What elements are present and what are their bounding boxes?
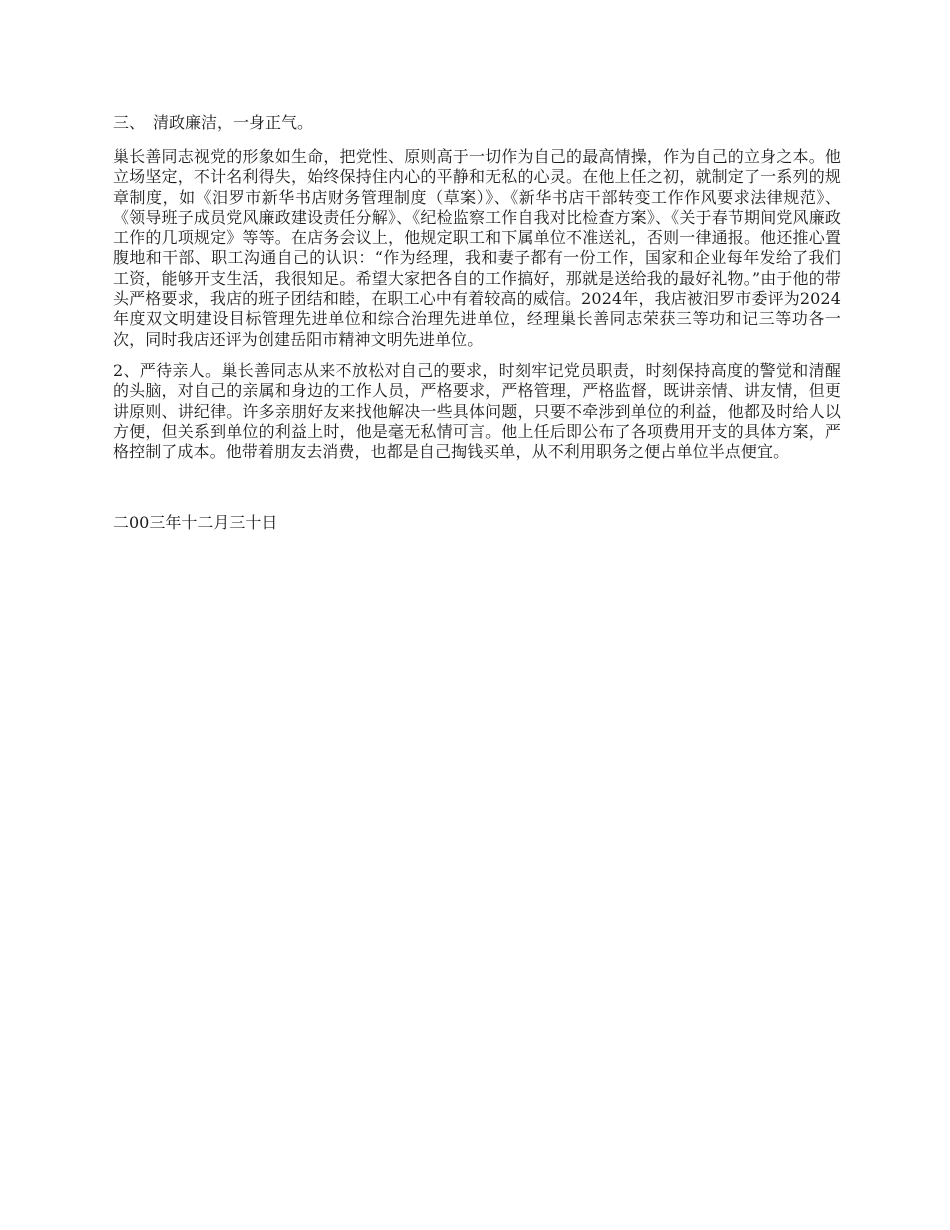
document-page [113,110,841,533]
section-heading: 三、 清政廉洁，一身正气。 [113,113,314,132]
date-line: 二00三年十二月三十日 [113,513,278,533]
paragraph-strict-with-relatives: 2、严待亲人。巢长善同志从来不放松对自己的要求，时刻牢记党员职责，时刻保持高度的警觉和清醒的头脑，对自己的亲属和身边的工作人员，严格要求，严格管理，严格监督，既讲亲情、讲友情，但更讲原则、讲纪律。许多亲朋好友来找他解决一些具体问题，只要不牵涉到单位的利益，他都及时给人以方便，但关系到单位的利益上时，他是毫无私情可言。他上任后即公布了各项费用开支的具体方案，严格控制了成本。他带着朋友去消费，也都是自己掏钱买单，从不利用职务之便占单位半点便宜。 [113,360,841,462]
paragraph-integrity: 巢长善同志视党的形象如生命，把党性、原则高于一切作为自己的最高情操，作为自己的立身之本。他立场坚定，不计名利得失，始终保持住内心的平静和无私的心灵。在他上任之初，就制定了一系列的规章制度，如《汨罗市新华书店财务管理制度（草案）》、《新华书店干部转变工作作风要求法律规范》、《领导班子成员党风廉政建设责任分解》、《纪检监察工作自我对比检查方案》、《关于春节期间党风廉政工作的几项规定》等等。在店务会议上，他规定职工和下属单位不准送礼，否则一律通报。他还推心置腹地和干部、职工沟通自己的认识：“作为经理，我和妻子都有一份工作，国家和企业每年发给了我们工资，能够开支生活，我很知足。希望大家把各自的工作搞好，那就是送给我的最好礼物。”由于他的带头严格要求，我店的班子团结和睦，在职工心中有着较高的威信。2024年，我店被汨罗市委评为2024年度双文明建设目标管理先进单位和综合治理先进单位，经理巢长善同志荣获三等功和记三等功各一次，同时我店还评为创建岳阳市精神文明先进单位。 [113,147,841,349]
